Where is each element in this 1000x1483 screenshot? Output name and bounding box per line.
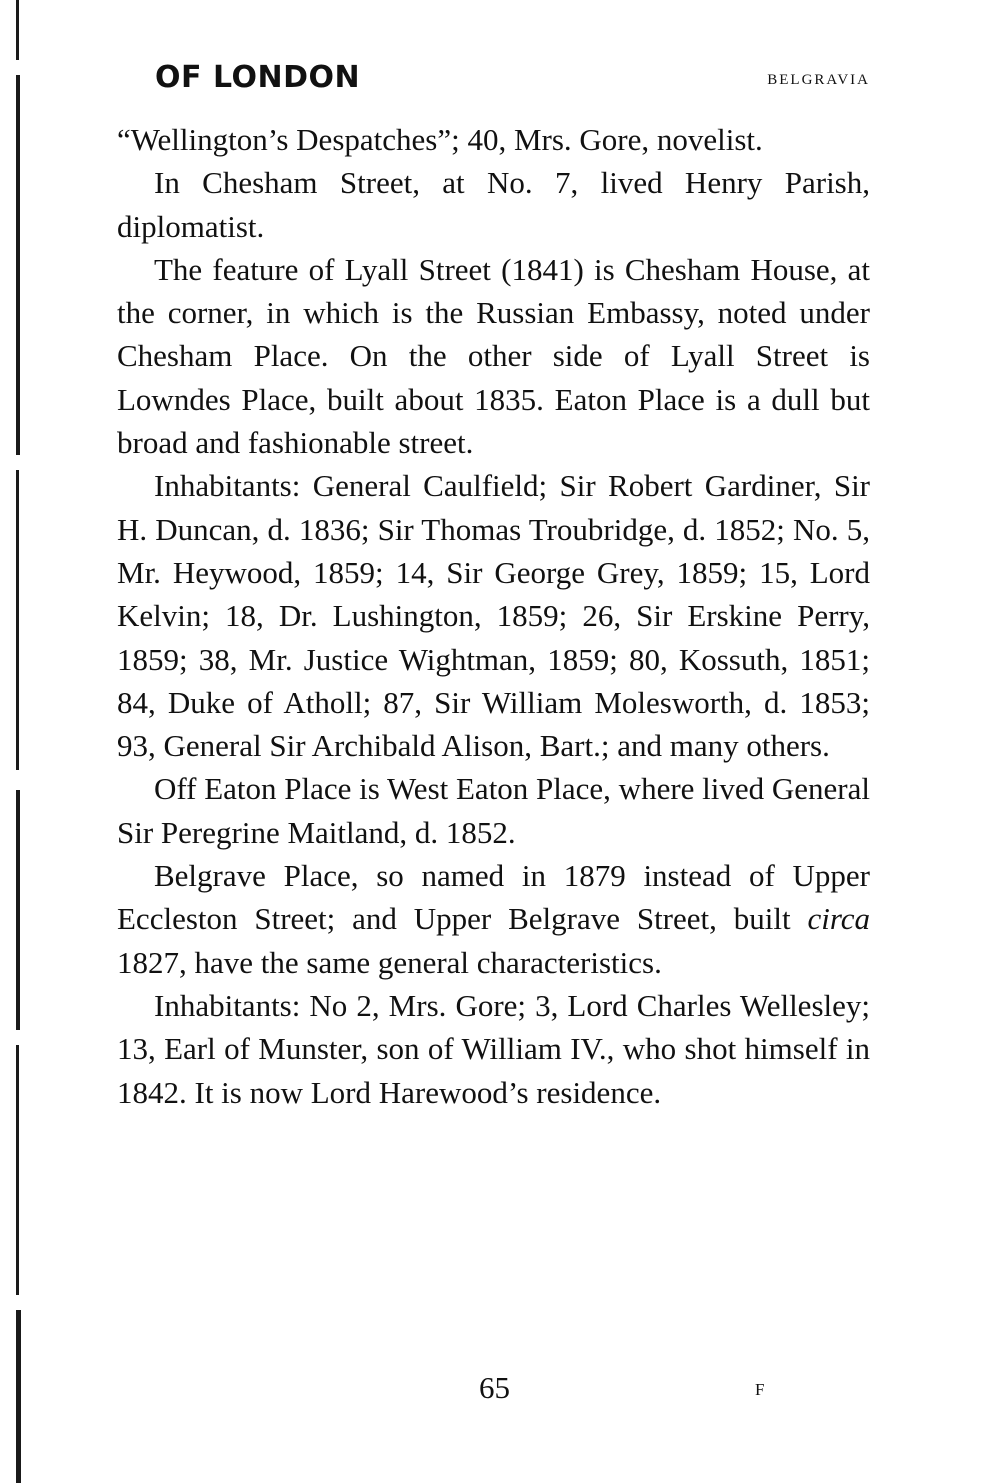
paragraph-belgrave-place (117, 854, 870, 984)
body-text (117, 118, 870, 1114)
belgrave-text-end: 1827, have the same general characteristics. (117, 944, 662, 980)
paragraph-chesham-street: In Chesham Street, at No. 7, lived Henry Parish, diplomatist. (117, 165, 870, 244)
page-footer (117, 1370, 870, 1410)
signature-mark: F (755, 1380, 765, 1399)
page-header (155, 60, 870, 100)
paragraph-west-eaton-place: Off Eaton Place is West Eaton Place, where lived General Sir Peregrine Maitland, d. 1852. (117, 771, 870, 850)
paragraph-wellington-despatches: “Wellington’s Despatches”; 40, Mrs. Gore, novelist. (117, 122, 763, 157)
paragraph-lyall-street: The feature of Lyall Street (1841) is Chesham House, at the corner, in which is the Russian Embassy, noted under Chesham Place. On the other side of Lyall Street is Lowndes Place, built about 1835. Eaton Place is a dull but broad and fashionable street. (117, 251, 870, 461)
paragraph-eaton-place-inhabitants: Inhabitants: General Caulfield; Sir Robert Gardiner, Sir H. Duncan, d. 1836; Sir Thomas Troubridge, d. 1852; No. 5, Mr. Heywood, 1859; 14, Sir George Grey, 1859; 15, Lord Kelvin; 18, Dr. Lushington, 1859; 26, Sir Erskine Perry, 1859; 38, Mr. Justice Wightman, 1859; 80, Kossuth, 1851; 84, Duke of Atholl; 87, Sir William Molesworth, d. 1853; 93, General Sir Archibald Alison, Bart.; and many others. (117, 468, 870, 764)
paragraph-belgrave-inhabitants: Inhabitants: No 2, Mrs. Gore; 3, Lord Charles Wellesley; 13, Earl of Munster, son of William IV., who shot himself in 1842. It is now Lord Harewood’s residence. (117, 987, 870, 1110)
running-title: OF LONDON (155, 60, 361, 95)
section-title: BELGRAVIA (767, 72, 870, 88)
binding-edge (16, 0, 21, 1483)
italic-circa: circa (807, 901, 870, 937)
page-number: 65 (479, 1370, 510, 1405)
belgrave-text-start: Belgrave Place, so named in 1879 instead of Upper Eccleston Street; and Upper Belgrave Street, built (117, 858, 870, 937)
